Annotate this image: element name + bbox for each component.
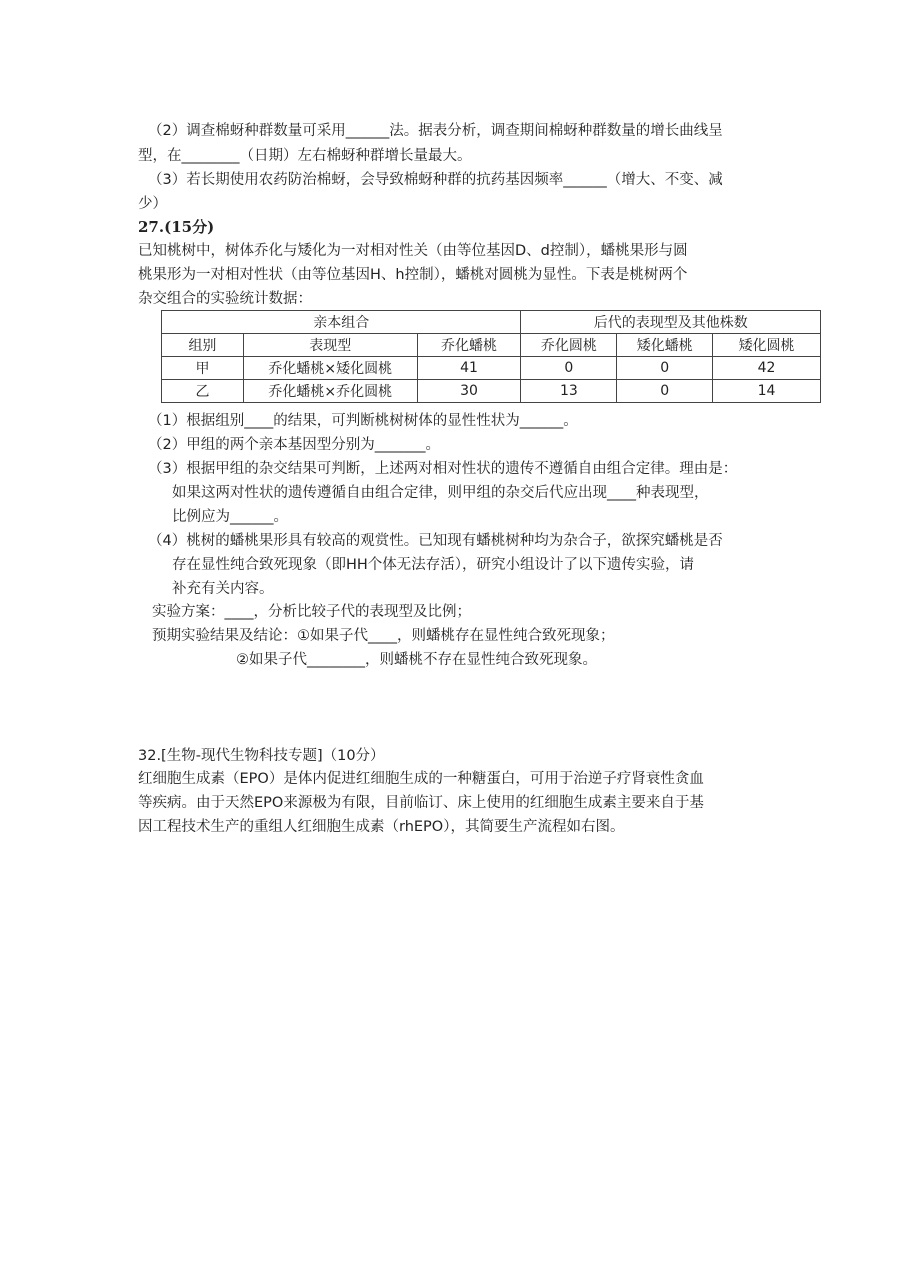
question-27-paragraph-line-2: 桃果形为一对相对性状（由等位基因H、h控制），蟠桃对圆桃为显性。下表是桃树两个	[138, 267, 688, 283]
question-2-line-2: 型，在________（日期）左右棉蚜种群增长量最大。	[138, 148, 472, 164]
table-header-cell: 矮化圆桃	[713, 334, 821, 357]
subquestion-3-line-1: （3）根据甲组的杂交结果可判断，上述两对相对性状的遗传不遵循自由组合定律。理由是：	[148, 461, 738, 477]
question-32-line-3: 因工程技术生产的重组人红细胞生成素（rhEPO），其简要生产流程如右图。	[138, 819, 625, 835]
table-cell: 13	[521, 380, 617, 403]
table-cell: 0	[617, 357, 713, 380]
table-cell: 甲	[162, 357, 244, 380]
table-cell: 0	[617, 380, 713, 403]
question-32-heading: 32.[生物-现代生物科技专题]（10分）	[138, 748, 385, 764]
table-cell: 0	[521, 357, 617, 380]
table-header-offspring: 后代的表现型及其他株数	[521, 311, 821, 334]
subquestion-4-line-3: 补充有关内容。	[172, 581, 274, 597]
subquestion-2: （2）甲组的两个亲本基因型分别为_______。	[148, 437, 440, 453]
subquestion-3-line-2: 如果这两对性状的遗传遵循自由组合定律，则甲组的杂交后代应出现____种表现型，	[172, 485, 709, 501]
experiment-plan: 实验方案：____，分析比较子代的表现型及比例；	[152, 604, 471, 620]
cross-data-table	[161, 310, 821, 403]
table-cell: 30	[417, 380, 521, 403]
table-header-cell: 乔化圆桃	[521, 334, 617, 357]
table-header-cell: 乔化蟠桃	[417, 334, 521, 357]
expected-result-2: ②如果子代________，则蟠桃不存在显性纯合致死现象。	[236, 652, 597, 668]
subquestion-1: （1）根据组别____的结果，可判断桃树树体的显性性状为______。	[148, 413, 578, 429]
table-cell: 乙	[162, 380, 244, 403]
table-cell: 14	[713, 380, 821, 403]
table-cell: 乔化蟠桃×乔化圆桃	[243, 380, 417, 403]
table-cell: 41	[417, 357, 521, 380]
question-32-line-2: 等疾病。由于天然EPO来源极为有限，目前临订、床上使用的红细胞生成素主要来自于基	[138, 795, 704, 811]
question-2-line-1: （2）调查棉蚜种群数量可采用______法。据表分析，调查期间棉蚜种群数量的增长曲线呈	[148, 123, 723, 139]
table-header-row	[162, 334, 821, 357]
question-27-paragraph-line-1: 已知桃树中，树体乔化与矮化为一对相对性关（由等位基因D、d控制），蟠桃果形与圆	[138, 243, 688, 259]
subquestion-4-line-1: （4）桃树的蟠桃果形具有较高的观赏性。已知现有蟠桃树种均为杂合子，欲探究蟠桃是否	[148, 533, 723, 549]
table-cell: 乔化蟠桃×矮化圆桃	[243, 357, 417, 380]
expected-result-1: 预期实验结果及结论：①如果子代____，则蟠桃存在显性纯合致死现象；	[152, 628, 615, 644]
question-27-paragraph-line-3: 杂交组合的实验统计数据：	[138, 291, 312, 307]
subquestion-4-line-2: 存在显性纯合致死现象（即HH个体无法存活），研究小组设计了以下遗传实验，请	[172, 557, 695, 573]
table-header-group-row	[162, 311, 821, 334]
question-3-line-1: （3）若长期使用农药防治棉蚜，会导致棉蚜种群的抗药基因频率______（增大、不变、减	[148, 172, 723, 188]
question-32-line-1: 红细胞生成素（EPO）是体内促进红细胞生成的一种糖蛋白，可用于治逆子疗肾衰性贪血	[138, 771, 704, 787]
table-header-cell: 矮化蟠桃	[617, 334, 713, 357]
question-27-heading: 27.(15分)	[138, 218, 215, 236]
subquestion-3-line-3: 比例应为______。	[172, 509, 288, 525]
question-3-line-2: 少）	[138, 196, 167, 212]
table-header-parent-combination: 亲本组合	[162, 311, 521, 334]
table-row	[162, 357, 821, 380]
table-header-cell: 表现型	[243, 334, 417, 357]
table-cell: 42	[713, 357, 821, 380]
table-row	[162, 380, 821, 403]
table-header-cell: 组别	[162, 334, 244, 357]
